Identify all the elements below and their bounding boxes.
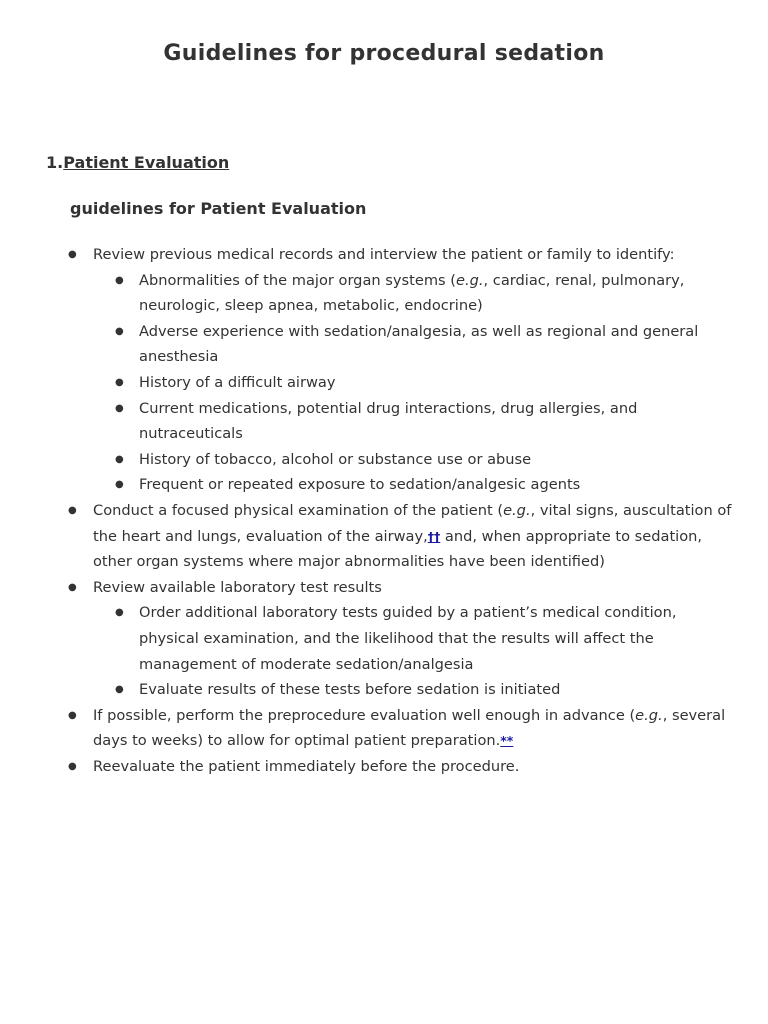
list-item-text: Review available laboratory test results (93, 578, 382, 596)
section-title: Patient Evaluation (63, 153, 230, 172)
list-item-text: Abnormalities of the major organ systems (e.g., cardiac, renal, pulmonary, neurologic, sleep apnea, metabolic, endocrine) (139, 271, 685, 315)
list-item-text: Adverse experience with sedation/analgesia, as well as regional and general anesthesia (139, 322, 699, 366)
sub-list-item (93, 396, 736, 447)
sub-list-item (93, 370, 736, 396)
section-number: 1. (46, 153, 64, 172)
footnote-link-asterisks[interactable]: ** (500, 733, 514, 749)
list-item-text: Reevaluate the patient immediately before the procedure. (93, 757, 520, 775)
list-item-text: History of a difficult airway (139, 373, 336, 391)
subheading: guidelines for Patient Evaluation (70, 199, 367, 218)
bullet-icon: ● (68, 504, 77, 516)
sub-list-lab (93, 600, 736, 702)
list-item-lab-results (46, 575, 736, 703)
bullet-icon: ● (115, 453, 124, 465)
guidelines-list (46, 242, 736, 779)
sub-list-item (93, 447, 736, 473)
footnote-link-dagger[interactable]: †† (427, 528, 441, 544)
list-item-physical-exam (46, 498, 736, 575)
sub-list-item (93, 472, 736, 498)
bullet-icon: ● (68, 249, 77, 260)
section-heading (46, 153, 229, 172)
sub-list-item (93, 268, 736, 319)
sub-list-item (93, 319, 736, 370)
bullet-icon: ● (68, 709, 77, 721)
list-item-reevaluate (46, 754, 736, 780)
list-item-preprocedure (46, 703, 736, 754)
list-item-text: Evaluate results of these tests before sedation is initiated (139, 681, 561, 699)
list-item-text: Frequent or repeated exposure to sedation/analgesic agents (139, 476, 581, 494)
bullet-icon: ● (115, 402, 124, 414)
bullet-icon: ● (115, 325, 124, 337)
bullet-icon: ● (115, 376, 124, 388)
sub-list-item (93, 677, 736, 703)
sub-list-records (93, 268, 736, 498)
bullet-icon: ● (115, 607, 124, 619)
list-item-text: Review previous medical records and interview the patient or family to identify: (93, 246, 675, 263)
list-item-text: If possible, perform the preprocedure evaluation well enough in advance (e.g., several days to weeks) to allow for optimal patient preparation.** (93, 706, 726, 750)
list-item-text: History of tobacco, alcohol or substance use or abuse (139, 450, 532, 468)
sub-list-item (93, 600, 736, 677)
bullet-icon: ● (115, 684, 124, 696)
bullet-icon: ● (68, 581, 77, 593)
bullet-icon: ● (115, 479, 124, 491)
list-item-text: Conduct a focused physical examination of the patient (e.g., vital signs, auscultation of the heart and lungs, evaluation of the airway,†† and, when appropriate to sedation, other organ systems where major abnormalities have been identified) (93, 501, 732, 571)
list-item-text: Current medications, potential drug interactions, drug allergies, and nutraceuticals (139, 399, 638, 443)
page-title: Guidelines for procedural sedation (163, 41, 605, 66)
list-item-review-records (46, 242, 736, 498)
list-item-text: Order additional laboratory tests guided by a patient’s medical condition, physical examination, and the likelihood that the results will affect the management of moderate sedation/analgesia (139, 604, 677, 673)
bullet-icon: ● (68, 760, 77, 772)
guidelines-list-container (46, 242, 736, 779)
bullet-icon: ● (115, 274, 124, 286)
